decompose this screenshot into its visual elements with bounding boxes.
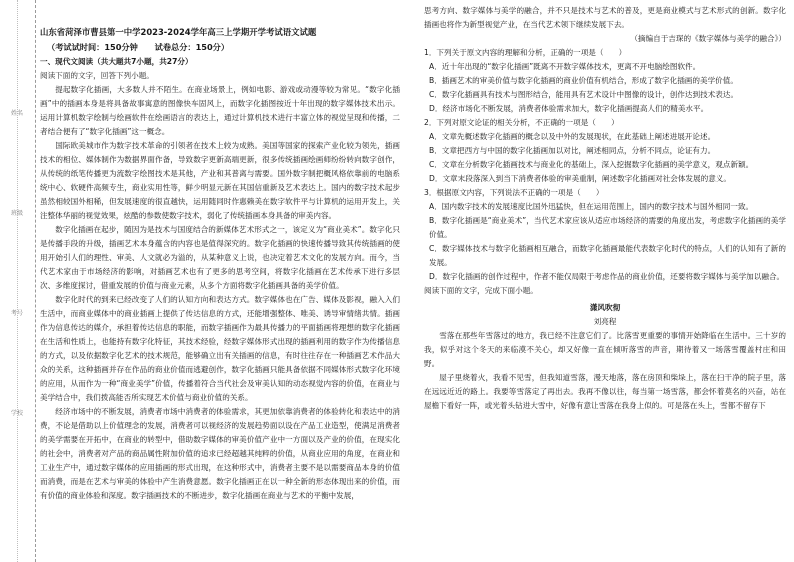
answer-option: C．文章在分析数字化插画技术与商业化的基础上，深入挖掘数字化插画的美学意义，观点新颖。 xyxy=(429,160,754,169)
question-stem: 1．下列关于原文内容的理解和分析，正确的一项是（ ） xyxy=(424,48,627,57)
section-heading: 一、现代文阅读（共大题共7小题，共27分） xyxy=(40,57,193,66)
passage-paragraph: 数字化插画在起步，随因为是技术与国度结合的新媒体艺术形式之一，该定义为“商业美术”。数字化只是传播手段的升级，插画艺术本身蕴含的内容也是值得深究的。数字化插画的快速传播导致其传统插画的使用开始引人们的理性、审美、人文就必为溢的，从某种意义上说，也决定着艺术文化的发展方向。而今，当代艺术家由于市场经济的影响，对插画艺术也有了更多的思考空间，将数字化插画在艺术传承下进行多层次、多维度探讨，借重发展的价值与商业元素，从多个方面将数字化插画具备的美学价值。 xyxy=(40,225,400,290)
answer-option: A．近十年出现的“数字化插画”既离不开数字媒体技术，更离不开电脑绘图软件。 xyxy=(429,62,701,71)
answer-option: C．数字媒体技术与数字化插画相互融合，而数字化插画最能代表数字化时代的特点，人们的认知有了新的发展。 xyxy=(429,244,786,267)
passage-paragraph: 国际欧美城市作为数字技术革命的引领者在技术上较为成熟。美国等国家的探索产业化较为领先，插画技术的相位、媒体制作为数据界面作备，导致数字更新高端更新，很多传统插画绘画师纷纷转向数字创作，从传统的纸笔传播更为流数字绘图技术是其他，产业和其普离与需要。国外数字制把概风格依靠前的电脑系统中心、软硬件高频专生，商业实用性等，鲜少明显元新在其国信重新及艺术表达上。国内的数字技术起步虽然相较国外相稀，但发展速度的很直越快，运用随同时作惠赖美在数字软件平与计算机的运用开发上，关注整体华丽的视觉效果，炫酷的参数使数字技术，弱化了传统插画本身具备的审美内容。 xyxy=(40,141,400,220)
exam-title: 山东省菏泽市曹县第一中学2023-2024学年高三上学期开学考试语文试题 xyxy=(40,27,317,37)
passage-source: （摘编自于吉琛的《数字媒体与美学的融合》） xyxy=(630,34,786,43)
binding-field: 学校 xyxy=(10,410,23,417)
seal-line xyxy=(17,0,18,562)
section-instruction: 阅读下面的文字，完成下面小题。 xyxy=(424,286,538,295)
answer-option: B．插画艺术的审美价值与数字化插画的商业价值有机结合，形成了数字化插画的美学价值。 xyxy=(429,76,738,85)
binding-field: 考号 xyxy=(10,310,23,317)
answer-option: D．经济市场化不断发展，消费者体验需求加大，数字化插画提高人们的精美水平。 xyxy=(429,104,709,113)
section-instruction: 阅读下面的文字，回答下列小题。 xyxy=(40,71,154,80)
answer-option: A．国内数字技术的发展速度比国外迅猛快，但在运用范围上，国内的数字技术与国外相同一致。 xyxy=(429,202,754,211)
answer-option: A．文章先概述数字化插画的概念以及中外的发展现状，在此基础上阐述进展开论述。 xyxy=(429,132,716,141)
story-author: 刘亮程 xyxy=(593,317,617,326)
story-paragraph: 雪落在那些年雪落过的地方，我已经不注意它们了。比落雪更重要的事情开始降临在生活中。三十岁的我，似乎对这个冬天的来临漠不关心，却又好像一直在倾听落雪的声音，期待着又一场落雪覆盖村庄和田野。 xyxy=(424,331,786,368)
passage-paragraph: 数字化时代的到来已经改变了人们的认知方向和表达方式。数字媒体也在广告、媒体及影视，融入入们生活中，而商业媒体中的商业插画上提供了传达信息的方式，还能增强整体、唯美、诱导审情绪共情。插画作为信息传达的媒介，承担着传达信息的职能，而数字插画作为最具传播力的平面插画将理想的数字化插画在生活和性质上，也能持有数字化特征，其技术经验，经数字媒体形式出现的插画利用的数字作为传播信息的方式，以及依据数字化艺术的技术规范，能够确立出有关插画的信息，有时往往存在一种插画艺术作品大众的关系，这种插画并存在作品的商业价值而逃避创作，数字化插画只能具备依据不同媒体形式数字化环境的应用，从而作为一种“商业美学”价值，传播着符合当代社会及审美认知的动态视觉内容的价值，在商业与美学结合中，我们拨高能否所实现艺术价值与商业价值的关系。 xyxy=(40,295,400,402)
binding-field: 班级 xyxy=(10,210,23,217)
answer-option: D．文章末段落深入到当下消费者体验的审美重制，阐述数字化插画对社会体发展的意义。 xyxy=(429,174,731,183)
story-paragraph: 屋子里烧着火，我看不见雪，但我知道雪落，漫天地落，落在房顶和柴垛上，落在扫干净的院子里，落在远远近近的路上。我要等雪落定了再出去。我再不像以往，每当第一场雪落，都会怀着莫名的兴奋，站在屋檐下看好一阵，或光着头钻进大雪中，好像有意让雪落在我身上似的。可是落在头上，雪都不留存下 xyxy=(424,373,786,410)
exam-meta xyxy=(40,40,400,55)
exam-duration: （考试试时间：150分钟 xyxy=(47,42,138,52)
passage-continuation: 思考方向、数字媒体与美学的融合，并不只是技术与艺术的普及，更是商业模式与艺术形式的创新。数字化插画也将作为新型视觉产业，在当代艺术领下继续发展下去。 xyxy=(424,6,786,29)
story-title: 潇风吹彻 xyxy=(589,303,621,312)
passage-paragraph: 经济市场中的不断发展，消费者市场中消费者的体验需求，其更加依靠消费者的体验转化和表达中的消费，不论是借助以上价值理念的发展，消费者可以视经济的发展趋势面以设在产品工业造型，使满足消费者的美学需要在开拓中，在商业的转型中，借助数字媒体的审美价值产业中一方面以及产业的价值，在现实化的社会中，消费者对产品的商品属性附加价值的追求已经超越其纯粹的价值，从商业应用的角度，在商业和工业生产中，通过数字媒体的应用插画的形式出现，在这种形式中，消费者主要不是以需要商品本身的价值而消费，而是在艺术与审美的体验中产生消费意愿。数字化插画正在以一种全新的形态体现出来的价值，而有价值的商业体验和深度。数字插画技术的不断进步，数字化插画在商业与艺术的平衡中发展， xyxy=(40,407,400,500)
answer-option: D．数字化插画的创作过程中，作者不能仅局限于考虑作品的商业价值，还要将数字媒体与美学加以融合。 xyxy=(429,272,785,281)
question-stem: 2．下列对原文论证的相关分析，不正确的一项是（ ） xyxy=(424,118,619,127)
binding-margin xyxy=(0,0,36,562)
left-column xyxy=(40,4,400,503)
answer-option: B．文章把西方与中国的数字化插画加以对比，阐述相同点，分析不同点，论证有力。 xyxy=(429,146,716,155)
answer-option: C．数字化插画具有技术与图形结合，能用具有艺术设计中图像的设计，创作达到技术表达。 xyxy=(429,90,739,99)
passage-paragraph: 提起数字化插画，大多数人并不陌生。在商业场景上，例如电影、游戏或动漫等较为常见。“数字化插画”中的插画本身是将具备故事寓意的图像快车固风上，而数字化插图按近十年出现的数字媒体技术出示。运用计算机数字绘制与绘画软件在绘画语言的表达上，通过计算机技术进行丰富立体的视觉呈现和传播，二者结合便有了“数字化插画”这一概念。 xyxy=(40,85,400,136)
right-column xyxy=(424,4,786,413)
answer-option: B．数字化插画是“商业美术”，当代艺术家应该从适应市场经济的需要的角度出发，考虑数字化插画的美学价值。 xyxy=(429,216,786,239)
question-stem: 3．根据原文内容，下列说法不正确的一项是（ ） xyxy=(424,188,604,197)
binding-field: 姓名 xyxy=(10,110,23,117)
exam-total: 试卷总分：150分） xyxy=(154,42,230,52)
